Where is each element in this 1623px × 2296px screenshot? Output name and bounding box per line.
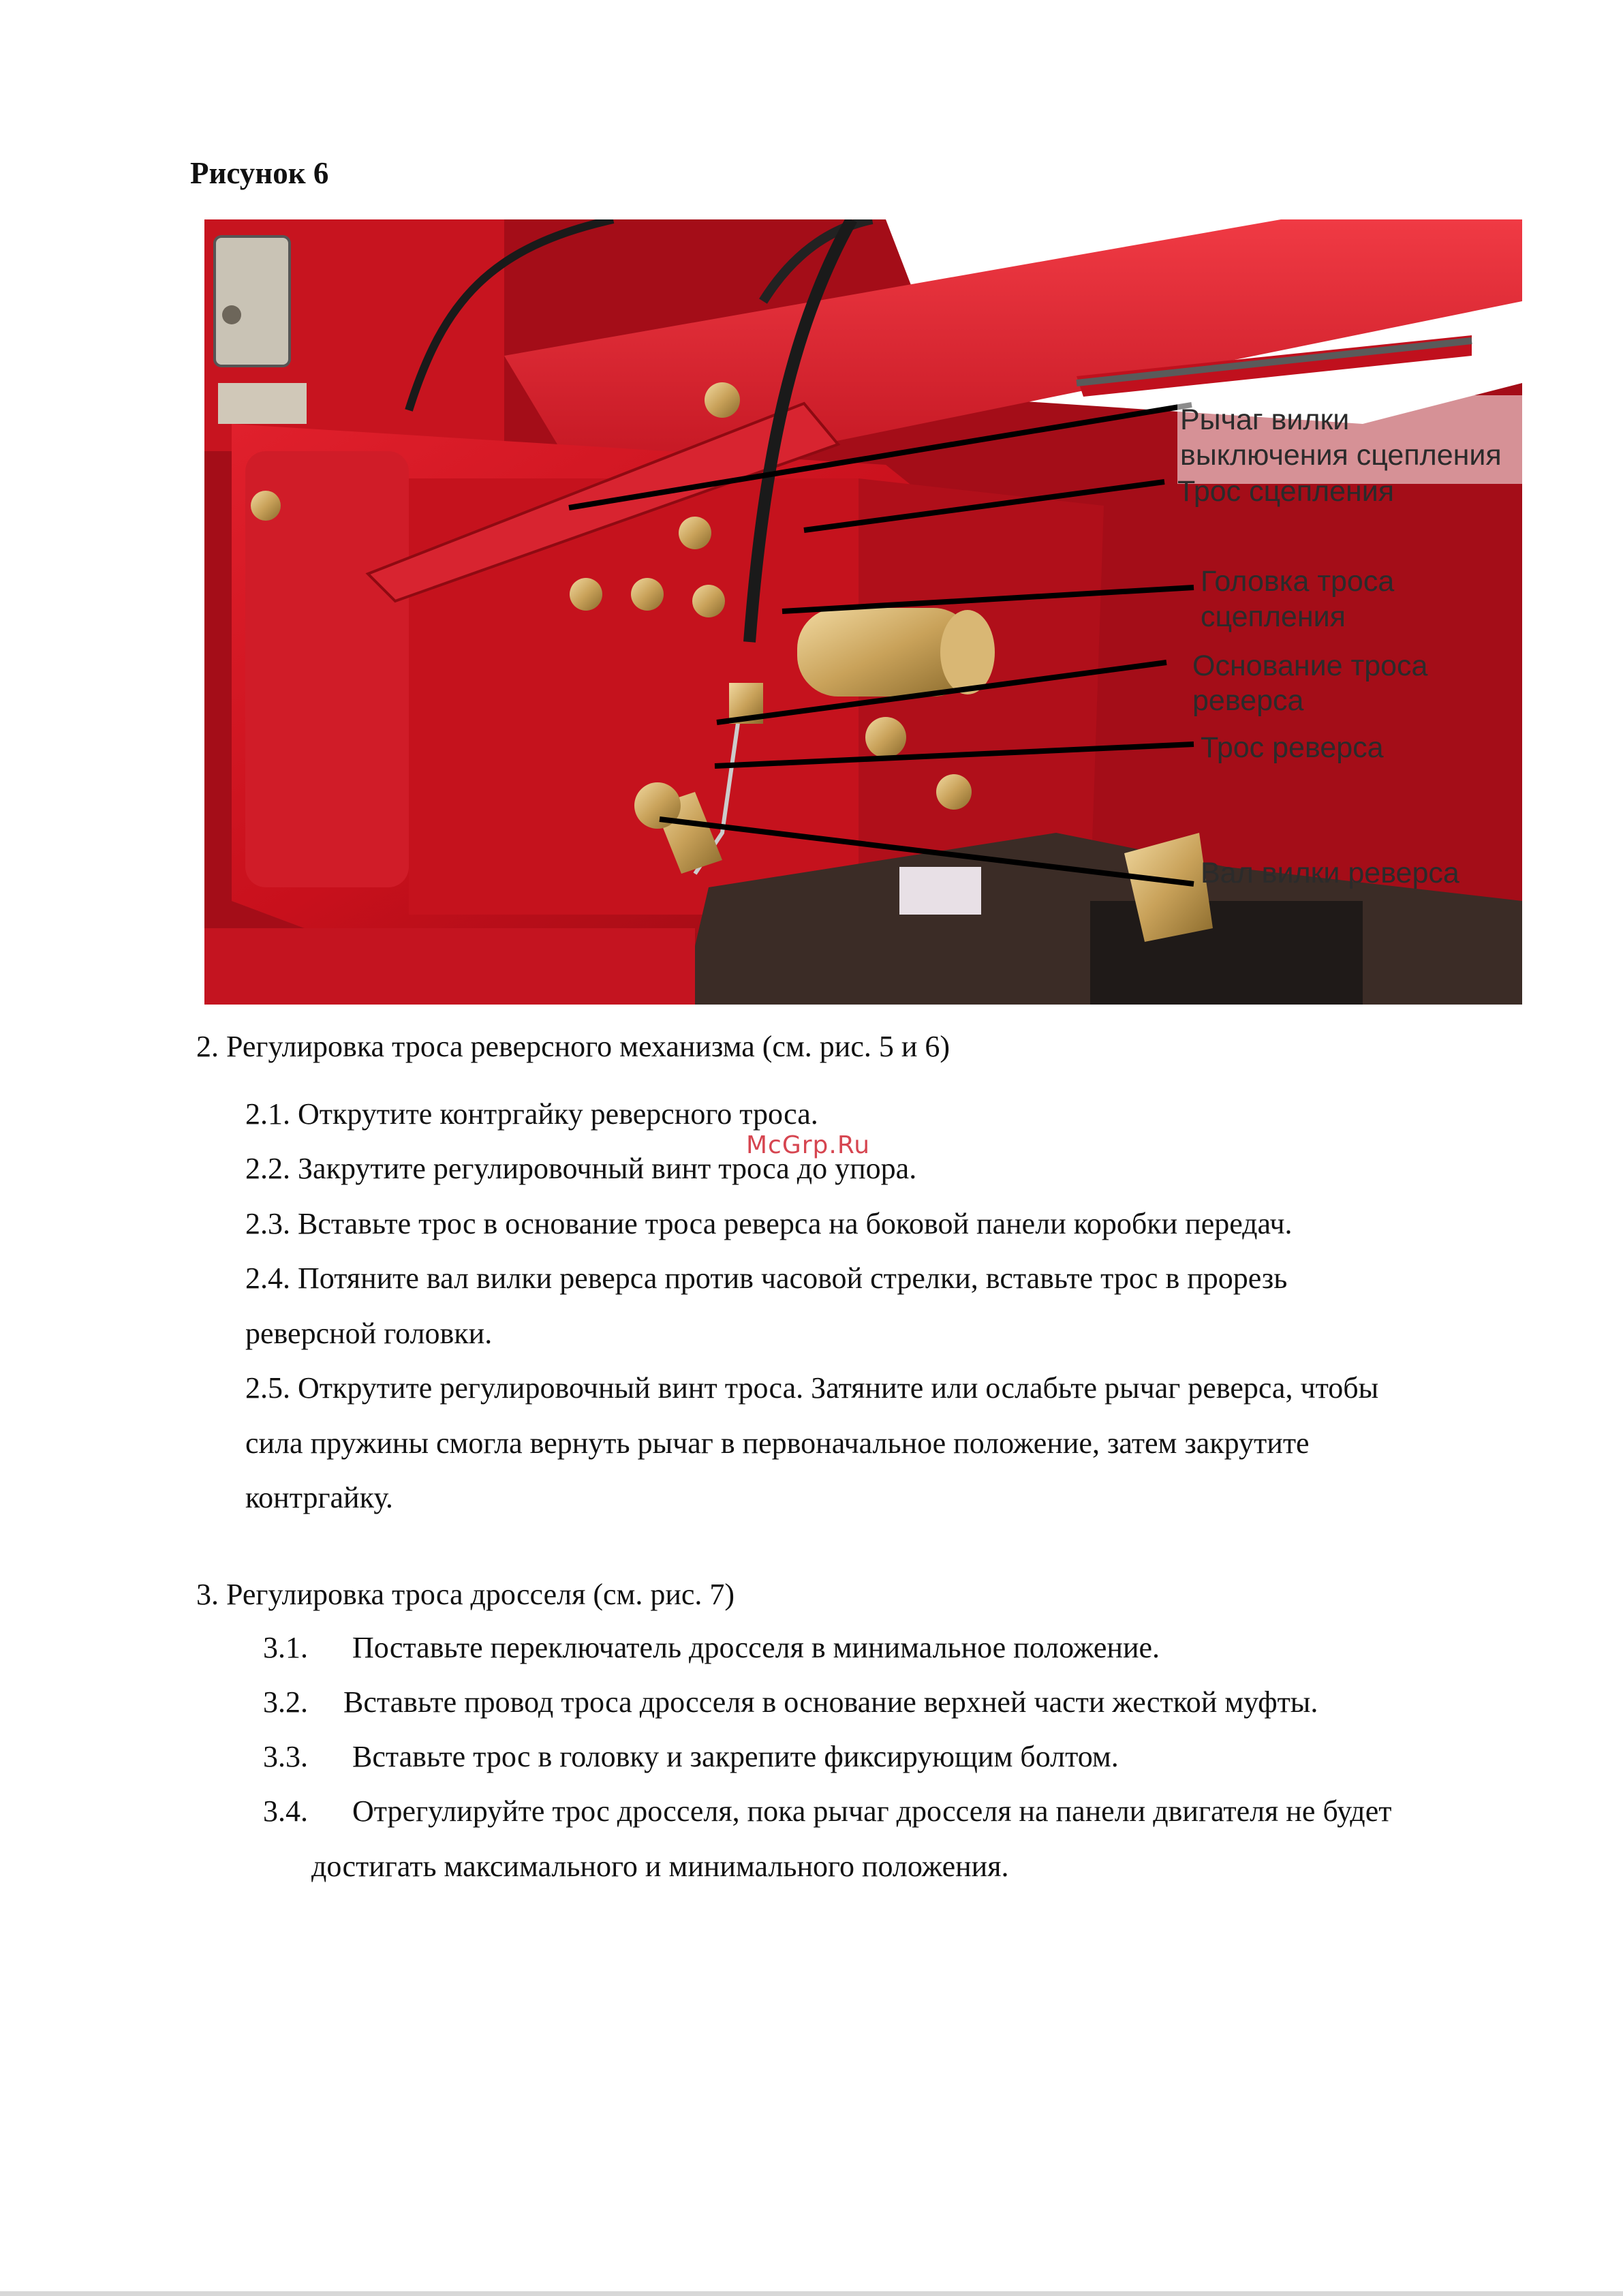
cultivator-gearbox-photo — [204, 219, 1522, 1005]
step-2-5: 2.5. Открутите регулировочный винт троса. Затяните или ослабьте рычаг реверса, чтобы — [245, 1371, 1379, 1405]
step-3-1 — [263, 1630, 1160, 1665]
step-2-5-continued: сила пружины смогла вернуть рычаг в первоначальное положение, затем закрутите — [245, 1426, 1310, 1460]
label-lever-line2: выключения сцепления — [1180, 439, 1502, 472]
label-cable-head-line1: Головка троса — [1201, 565, 1395, 598]
photo-illustration — [204, 219, 1522, 1005]
step-text: Поставьте переключатель дросселя в минимальное положение. — [352, 1631, 1160, 1664]
step-2-4-continued: реверсной головки. — [245, 1317, 493, 1350]
label-reverse-cable: Трос реверса — [1201, 731, 1384, 764]
label-cable-head-line2: сцепления — [1201, 600, 1346, 633]
step-3-4-continued: достигать максимального и минимального положения. — [311, 1850, 1009, 1883]
page-bottom-edge — [0, 2291, 1623, 2296]
label-reverse-shaft: Вал вилки реверса — [1201, 857, 1459, 889]
step-number: 3.4. — [263, 1794, 308, 1828]
step-2-5-continued-2: контргайку. — [245, 1481, 393, 1514]
step-text: Отрегулируйте трос дросселя, пока рычаг дросселя на панели двигателя не будет — [352, 1794, 1392, 1828]
step-2-2: 2.2. Закрутите регулировочный винт троса до упора. — [245, 1152, 917, 1185]
step-2-1: 2.1. Открутите контргайку реверсного троса. — [245, 1097, 818, 1131]
step-2-4: 2.4. Потяните вал вилки реверса против часовой стрелки, вставьте трос в прорезь — [245, 1261, 1288, 1295]
step-text: Вставьте провод троса дросселя в основание верхней части жесткой муфты. — [343, 1685, 1318, 1719]
label-reverse-base-line2: реверса — [1192, 684, 1304, 717]
step-text: Вставьте трос в головку и закрепите фиксирующим болтом. — [352, 1740, 1119, 1773]
figure-title: Рисунок 6 — [190, 156, 329, 190]
step-number: 3.3. — [263, 1740, 308, 1773]
step-3-4 — [263, 1794, 1391, 1828]
step-3-2 — [263, 1685, 1318, 1719]
step-number: 3.2. — [263, 1685, 308, 1719]
watermark: McGrp.Ru — [746, 1131, 871, 1159]
step-3-3 — [263, 1739, 1119, 1774]
label-lever-line1: Рычаг вилки — [1180, 403, 1350, 436]
section3-heading: 3. Регулировка троса дросселя (см. рис. 7) — [196, 1578, 735, 1611]
label-reverse-base-line1: Основание троса — [1192, 649, 1428, 682]
label-clutch-cable: Трос сцепления — [1177, 475, 1395, 508]
step-2-3: 2.3. Вставьте трос в основание троса реверса на боковой панели коробки передач. — [245, 1207, 1293, 1240]
section2-heading: 2. Регулировка троса реверсного механизма (см. рис. 5 и 6) — [196, 1030, 950, 1063]
step-number: 3.1. — [263, 1631, 308, 1664]
